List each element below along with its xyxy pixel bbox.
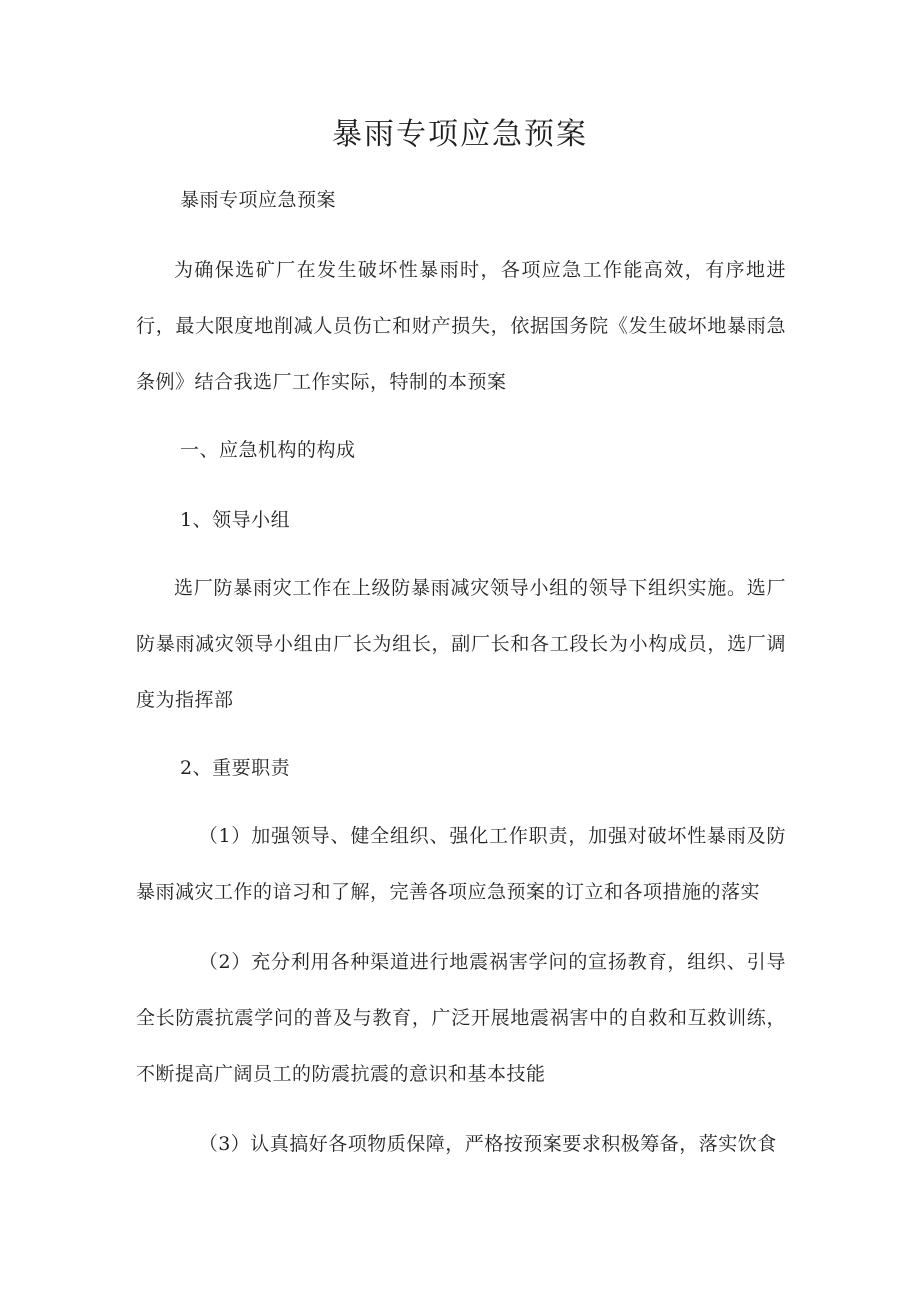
duty-item-1: （1）加强领导、健全组织、强化工作职责，加强对破坏性暴雨及防暴雨减灾工作的谙习和了解，完善各项应急预案的订立和各项措施的落实 <box>136 825 786 903</box>
document-subtitle: 暴雨专项应急预案 <box>180 189 337 211</box>
section-heading-organization: 一、应急机构的构成 <box>180 439 356 461</box>
document-title: 暴雨专项应急预案 <box>332 117 588 152</box>
subsection-heading-leadership: 1、领导小组 <box>180 509 291 531</box>
subsection-heading-duties: 2、重要职责 <box>180 757 291 779</box>
duty-item-2: （2）充分利用各种渠道进行地震祸害学问的宣扬教育，组织、引导全长防震抗震学问的普及与教育，广泛开展地震祸害中的自救和互救训练，不断提高广阔员工的防震抗震的意识和基本技能 <box>136 951 786 1085</box>
duty-item-3: （3）认真搞好各项物质保障，严格按预案要求积极筹备，落实饮食 <box>198 1133 777 1155</box>
leadership-paragraph: 选厂防暴雨灾工作在上级防暴雨减灾领导小组的领导下组织实施。选厂防暴雨减灾领导小组由厂长为组长，副厂长和各工段长为小构成员，选厂调度为指挥部 <box>136 577 786 711</box>
intro-paragraph: 为确保选矿厂在发生破坏性暴雨时，各项应急工作能高效，有序地进行，最大限度地削减人员伤亡和财产损失，依据国务院《发生破坏地暴雨急条例》结合我选厂工作实际，特制的本预案 <box>136 259 786 393</box>
